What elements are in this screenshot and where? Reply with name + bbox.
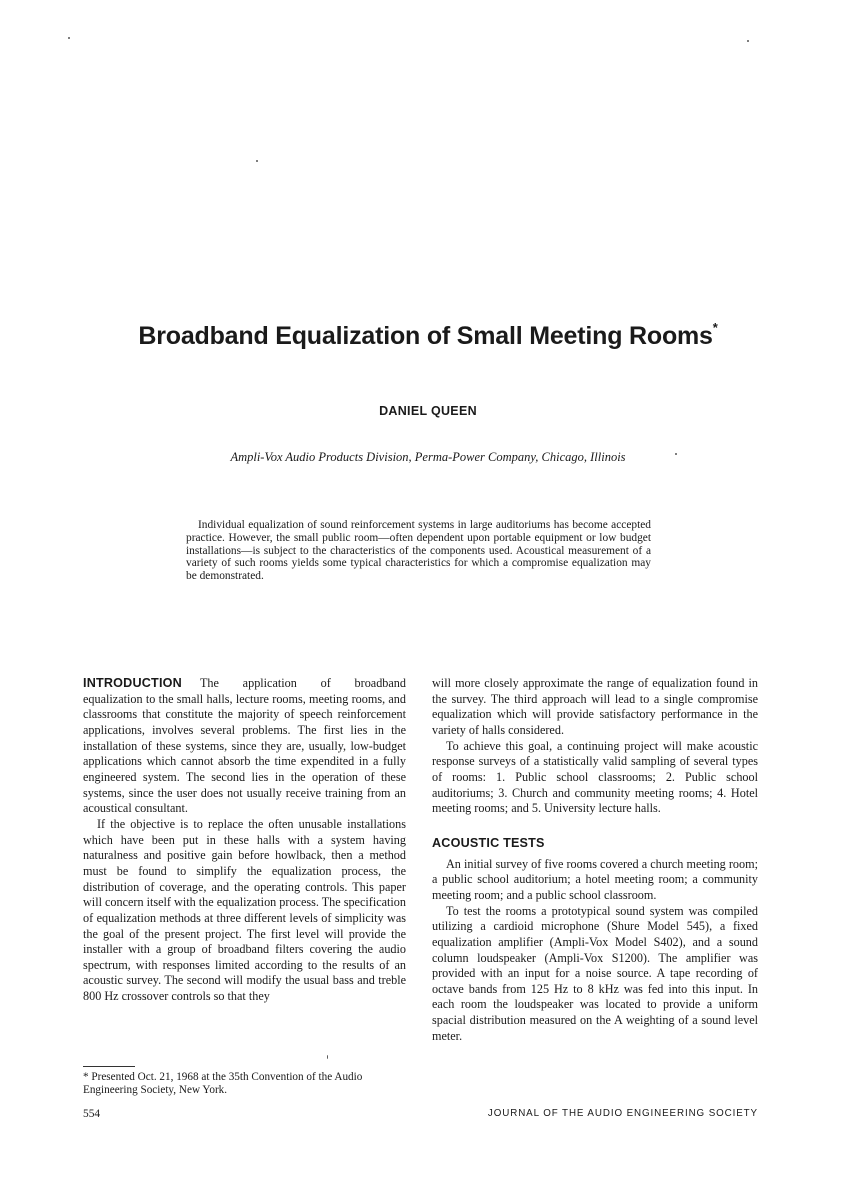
- footnote-rule: [83, 1066, 135, 1067]
- right-column: [432, 676, 758, 1044]
- title-footnote-mark: *: [712, 320, 718, 335]
- author-affiliation: Ampli-Vox Audio Products Division, Perma-Power Company, Chicago, Illinois: [230, 450, 626, 464]
- acoustic-paragraph-2: To test the rooms a prototypical sound system was compiled utilizing a cardioid microphone (Shure Model 545), a fixed equalization amplifier (Ampli-Vox Model S402), and a sound column loudspeaker (Ampli-Vox S1200). The amplifier was provided with an input for a noise source. A tape recording of octave bands from 125 Hz to 8 kHz was fed into this input. In each room the loudspeaker was located to provide a uniform spacial distribution measured on the A weighting of a sound level meter.: [432, 903, 758, 1043]
- journal-running-footer: JOURNAL OF THE AUDIO ENGINEERING SOCIETY: [487, 1108, 758, 1119]
- intro-paragraph-1: [83, 676, 406, 817]
- author-name: DANIEL QUEEN: [379, 404, 477, 418]
- left-column: [83, 676, 406, 1005]
- introduction-heading: INTRODUCTION: [83, 676, 182, 690]
- scan-speck: [256, 160, 258, 162]
- acoustic-tests-heading: ACOUSTIC TESTS: [432, 835, 545, 850]
- intro-paragraph-2-continued: will more closely approximate the range of equalization found in the survey. The third approach will lead to a single compromise equalization which will provide satisfactory performance in the variety of halls considered.: [432, 676, 758, 737]
- scan-speck: [327, 1055, 328, 1059]
- intro-paragraph-3: To achieve this goal, a continuing project will make acoustic response surveys of a statistically valid sampling of several types of rooms: 1. Public school classrooms; 2. Public school auditoriums; 3. Church and community meeting rooms; 4. Hotel meeting rooms; and 5. University lecture halls.: [432, 738, 758, 816]
- footnote: * Presented Oct. 21, 1968 at the 35th Convention of the Audio Engineering Society, New York.: [83, 1071, 363, 1097]
- intro-paragraph-2: If the objective is to replace the often unusable installations which have been put in these halls with a system having naturalness and positive gain before howlback, then a method must be found to simplify the equalization process, the distribution of coverage, and the operating controls. This paper will concern itself with the equalization process. The specification of equalization methods at three different levels of simplicity was the goal of the present project. The first level will provide the installer with a group of broadband filters covering the audio spectrum, with responses limited according to the results of an acoustic survey. The second will modify the usual bass and treble 800 Hz crossover controls so that they: [83, 816, 406, 1004]
- abstract: Individual equalization of sound reinforcement systems in large auditoriums has become accepted practice. However, the small public room—often dependent upon portable equipment or low budget installations—is subject to the characteristics of the components used. Acoustical measurement of a variety of such rooms yields some typical characteristics for which a compromise equalization may be demonstrated.: [186, 519, 651, 583]
- page-number: 554: [83, 1108, 101, 1120]
- acoustic-paragraph-1: An initial survey of five rooms covered a church meeting room; a public school auditorium; a hotel meeting room; a community meeting room; and a public school classroom.: [432, 856, 758, 902]
- intro-paragraph-1-text: The application of broadband equalization to the small halls, lecture rooms, meeting rooms, and classrooms that constitute the majority of speech reinforcement applications, involves several problems. The first lies in the installation of these systems, since they are, usually, low-budget applications which cannot absorb the time expendited in a fully engineered system. The second lies in the operation of these systems, since the user does not usually receive training from an acoustical consultant.: [83, 676, 406, 816]
- title-text: Broadband Equalization of Small Meeting Rooms: [138, 322, 713, 350]
- scan-speck: [68, 37, 70, 39]
- scan-speck: [747, 40, 749, 42]
- paper-title: [0, 322, 856, 351]
- scan-speck: [675, 453, 677, 455]
